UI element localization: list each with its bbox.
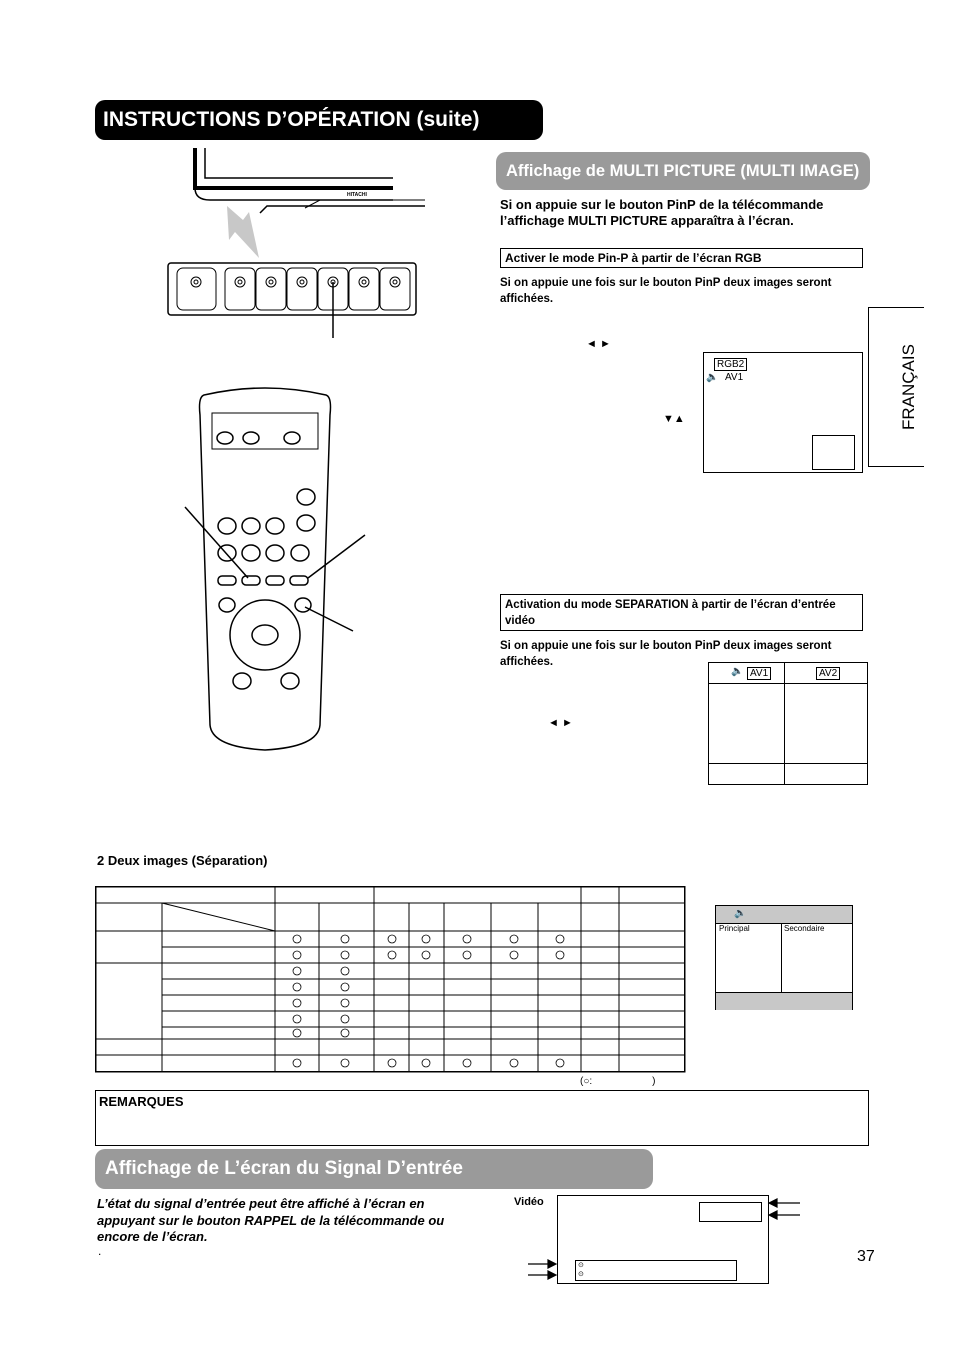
table-title: 2 Deux images (Séparation) — [97, 853, 268, 868]
principal-label: Principal — [719, 924, 750, 933]
speaker-icon: 🔈 — [706, 372, 719, 383]
rgb2-tag: RGB2 — [714, 358, 747, 371]
legend-circle: ○ — [583, 1076, 590, 1087]
av2-tag: AV2 — [816, 667, 840, 680]
page-number: 37 — [857, 1248, 875, 1265]
multi-picture-intro: Si on appuie sur le bouton PinP de la télécommande l’affichage MULTI PICTURE apparaîtra à l’écran. — [500, 197, 824, 228]
compatibility-table — [95, 886, 687, 1078]
video-label: Vidéo — [514, 1196, 544, 1208]
clock-icon: ⊙ — [578, 1271, 584, 1278]
table-legend — [580, 1076, 656, 1087]
pointer-arrows — [525, 1195, 805, 1285]
down-up-arrows: ▼▲ — [663, 413, 685, 425]
legend-colon: : — [589, 1076, 593, 1087]
timer-icon: ⊙ — [578, 1262, 584, 1269]
secondaire-label: Secondaire — [784, 924, 825, 933]
signal-title: Affichage de L’écran du Signal D’entrée — [95, 1149, 653, 1189]
page-title: INSTRUCTIONS D’OPÉRATION (suite) — [95, 100, 543, 140]
language-label: FRANÇAIS — [899, 344, 918, 430]
pinp-screen-example — [703, 352, 863, 473]
display-panel-illustration — [165, 148, 425, 348]
left-right-arrows-2: ◄ ► — [548, 717, 573, 729]
left-right-arrows: ◄ ► — [586, 338, 611, 350]
pinp-mode-text: Si on appuie une fois sur le bouton PinP deux images seront affichées. — [500, 277, 832, 305]
signal-text: L’état du signal d’entrée peut être affiché à l’écran en appuyant sur le bouton RAPPEL de la télécommande ou encore de l’écran. — [97, 1196, 445, 1244]
remote-control-illustration — [180, 385, 370, 760]
separation-mode-text: Si on appuie une fois sur le bouton PinP deux images seront affichées. — [500, 640, 832, 668]
brand-logo: HITACHI — [347, 192, 367, 198]
legend-close: ) — [652, 1076, 656, 1087]
table-grid — [95, 886, 687, 1073]
speaker-icon-2: 🔈 — [731, 666, 744, 677]
language-tab — [868, 307, 924, 467]
multi-picture-title: Affichage de MULTI PICTURE (MULTI IMAGE) — [496, 152, 870, 190]
legend-open: ( — [580, 1076, 584, 1087]
separation-screen-example — [708, 662, 868, 785]
remarques-box — [95, 1090, 869, 1146]
separation-mode-box: Activation du mode SEPARATION à partir de l’écran d’entrée vidéo — [500, 594, 863, 631]
av1-tag: AV1 — [747, 667, 771, 680]
signal-dot: . — [98, 1244, 102, 1258]
remarques-title: REMARQUES — [99, 1094, 184, 1109]
speaker-icon-3: 🔈 — [734, 908, 747, 919]
principal-secondaire-screen — [715, 905, 853, 1010]
pinp-mode-box: Activer le mode Pin-P à partir de l’écran RGB — [500, 248, 863, 268]
sub-picture-window — [812, 435, 855, 470]
av1-label: AV1 — [725, 372, 744, 383]
